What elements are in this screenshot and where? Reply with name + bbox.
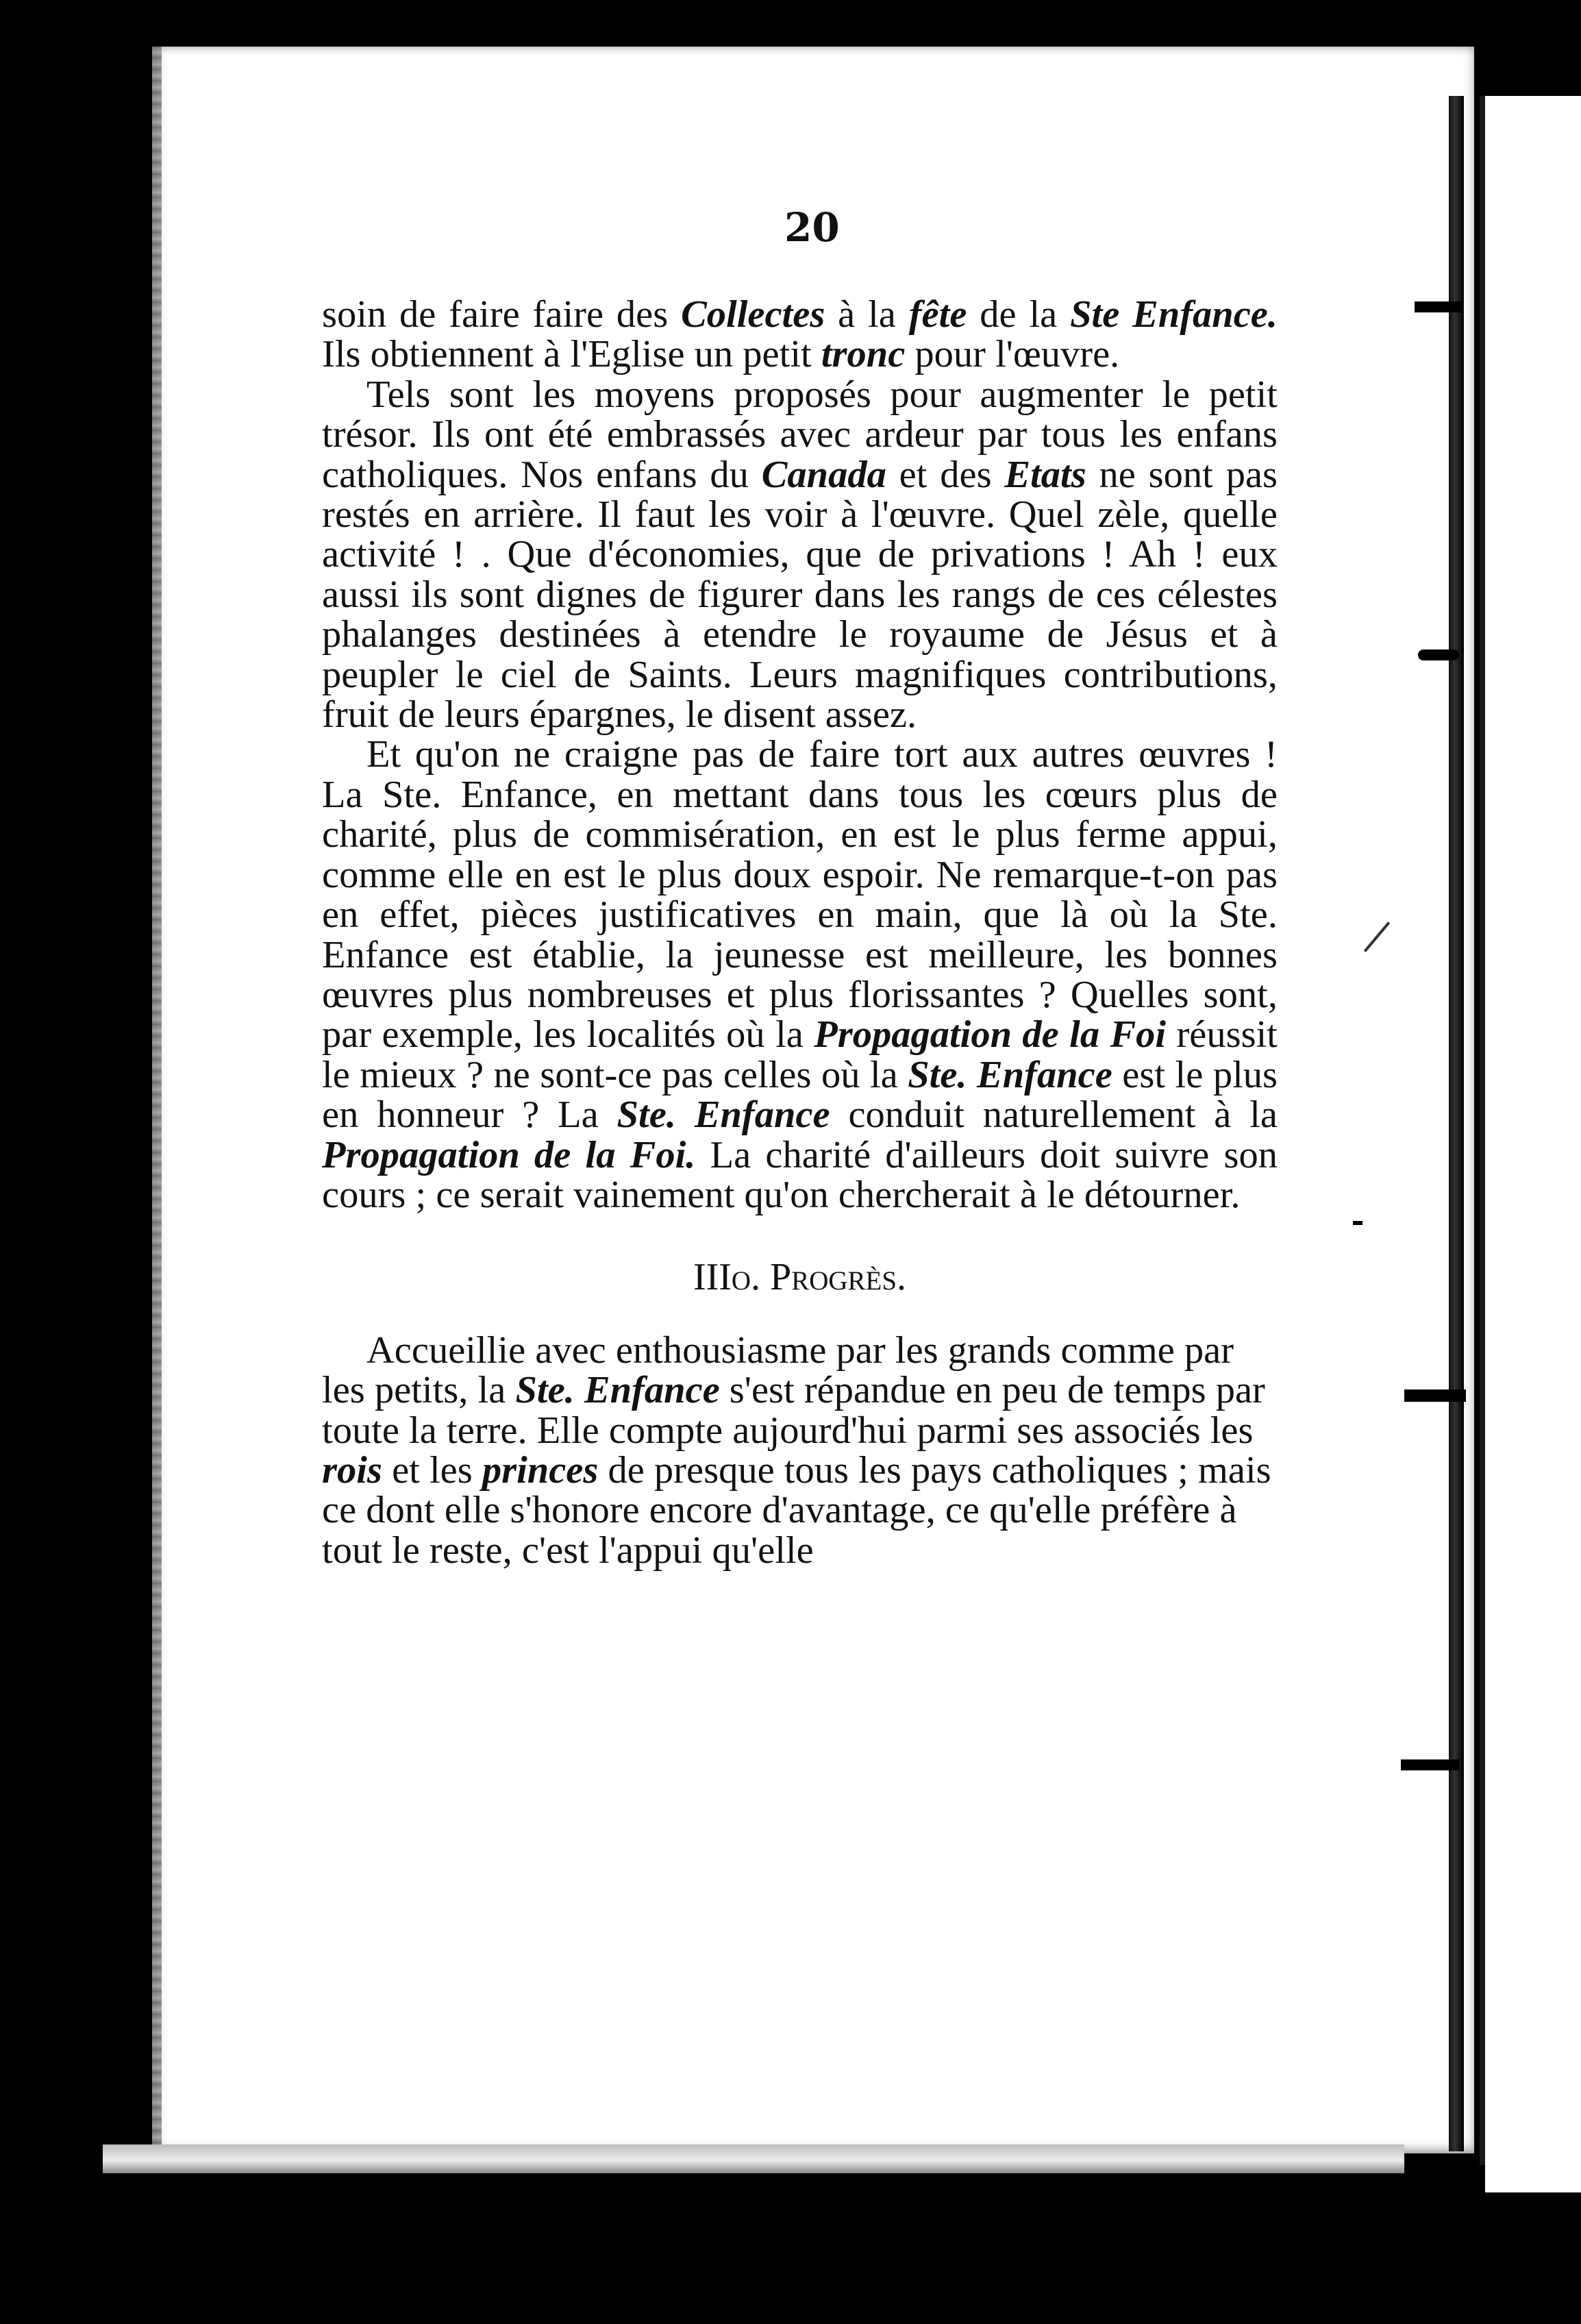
binding-spine bbox=[1449, 96, 1464, 2151]
page-number: 20 bbox=[784, 204, 840, 251]
italic-ste-enfance: Ste. Enfance bbox=[515, 1369, 720, 1412]
paragraph-1: soin de faire faire des Collectes à la fête de la Ste Enfance. Ils obtiennent à l'Eglise un petit tronc pour l'œuvre. bbox=[322, 293, 1278, 376]
italic-propagation: Propagation de la Foi bbox=[814, 1013, 1167, 1056]
italic-tronc: tronc bbox=[821, 333, 906, 376]
page-bottom-edge bbox=[103, 2144, 1404, 2173]
facing-page-strip bbox=[1485, 96, 1581, 2192]
binding-mark bbox=[1418, 650, 1459, 660]
paragraph-3: Et qu'on ne craigne pas de faire tort aux autres œuvres ! La Ste. Enfance, en mettant dans tous les cœurs plus de charité, plus de commisération, en est le plus ferme appui, comme elle en est le plus doux espoir. Ne remarque-t-on pas en effet, pièces justificatives en main, que là où la Ste. Enfance est établie, la jeunesse est meilleure, les bonnes œuvres plus nombreuses et plus florissantes ? Quelles sont, par exemple, les localités où la Propagation de la Foi réussit le mieux ? ne sont-ce pas celles où la Ste. Enfance est le plus en honneur ? La Ste. Enfance conduit naturellement à la Propagation de la Foi. La charité d'ailleurs doit suivre son cours ; ce serait vainement qu'on chercherait à le détourner. bbox=[322, 733, 1278, 1216]
section-heading: IIIo. Progrès. bbox=[693, 1256, 907, 1299]
italic-rois: rois bbox=[322, 1448, 382, 1492]
paragraph-2: Tels sont les moyens proposés pour augmenter le petit trésor. Ils ont été embrassés avec ardeur par tous les enfans catholiques. Nos enfans du Canada et des Etats ne sont pas restés en arrière. Il faut les voir à l'œuvre. Quel zèle, quelle activité ! . Que d'économies, que de privations ! Ah ! eux aussi ils sont dignes de figurer dans les rangs de ces célestes phalanges destinées à etendre le royaume de Jésus et à peupler le ciel de Saints. Leurs magnifiques contributions, fruit de leurs épargnes, le disent assez. bbox=[322, 373, 1278, 737]
binding-mark bbox=[1415, 301, 1462, 312]
italic-ste-enfance: Ste. Enfance bbox=[908, 1053, 1112, 1096]
body-text bbox=[322, 295, 1278, 1570]
page-left-edge bbox=[152, 47, 162, 2153]
scan-speck bbox=[88, 1255, 93, 1265]
italic-propagation: Propagation de la Foi. bbox=[322, 1133, 696, 1176]
italic-ste-enfance: Ste Enfance. bbox=[1070, 293, 1278, 336]
italic-etats: Etats bbox=[1004, 453, 1086, 496]
italic-princes: princes bbox=[482, 1448, 599, 1492]
binding-mark bbox=[1401, 1759, 1459, 1770]
italic-canada: Canada bbox=[761, 453, 886, 496]
italic-fete: fête bbox=[908, 293, 967, 336]
italic-ste-enfance: Ste. Enfance bbox=[617, 1093, 830, 1137]
paragraph-4: Accueillie avec enthousiasme par les grands comme par les petits, la Ste. Enfance s'est répandue en peu de temps par toute la terre. Elle compte aujourd'hui parmi ses associés les rois et les princes de presque tous les pays catholiques ; mais ce dont elle s'honore encore d'avantage, ce qu'elle préfère à tout le reste, c'est l'appui qu'elle bbox=[322, 1328, 1271, 1572]
scan-speck bbox=[1353, 1221, 1362, 1225]
italic-collectes: Collectes bbox=[681, 293, 825, 336]
binding-mark bbox=[1404, 1389, 1466, 1402]
